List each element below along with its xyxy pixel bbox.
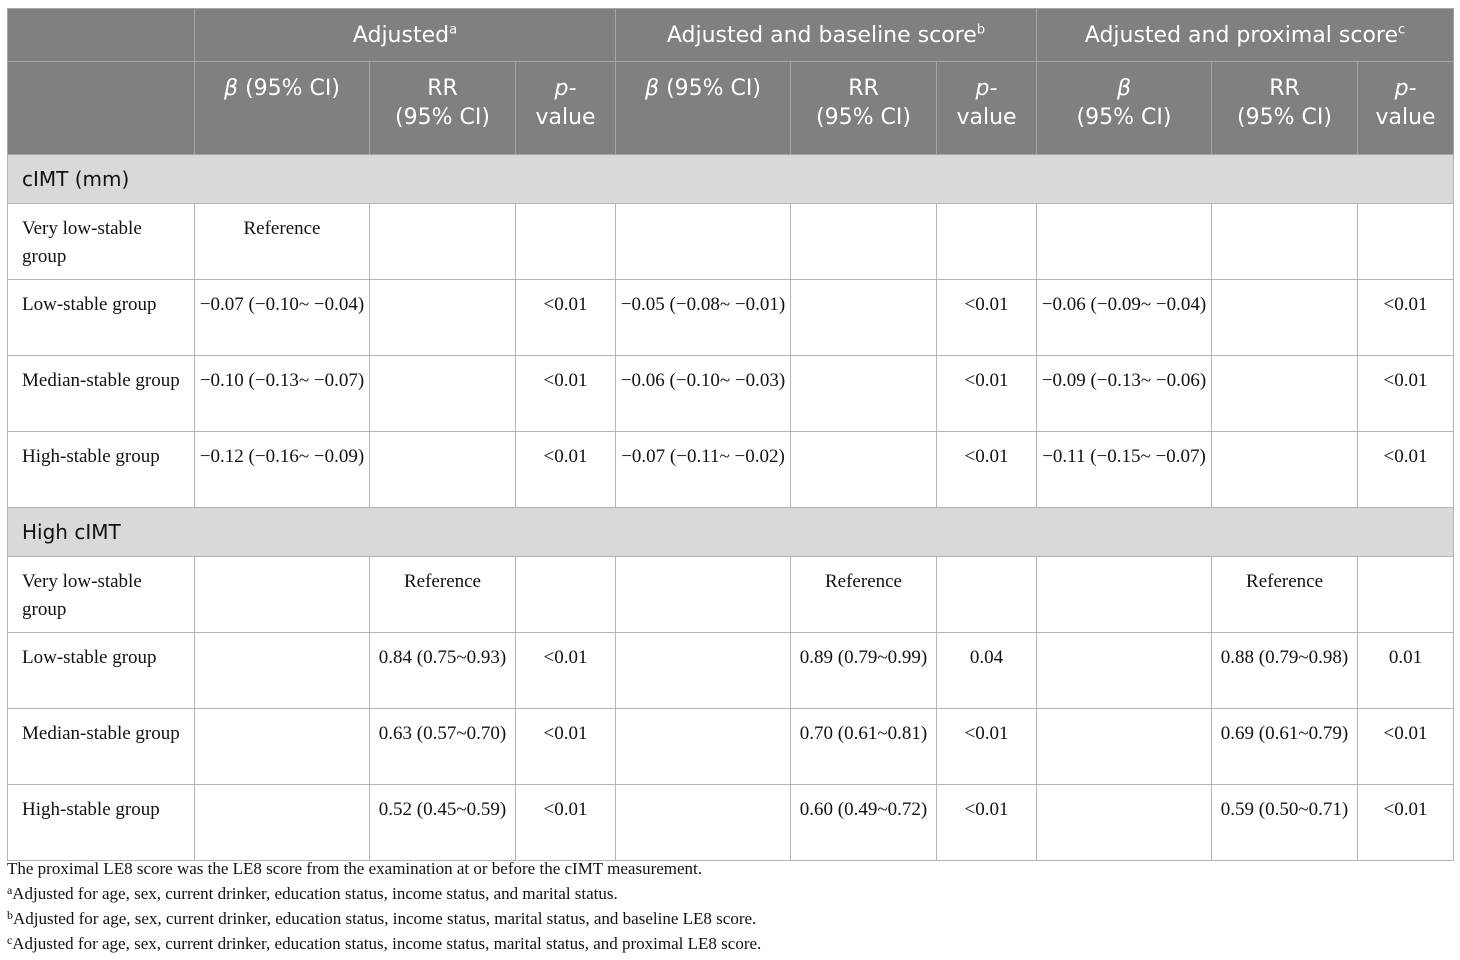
table-cell xyxy=(195,785,370,861)
section-row xyxy=(8,508,1454,557)
header-row-subheaders xyxy=(8,62,1454,155)
row-label: Median-stable group xyxy=(8,709,195,785)
row-label: Very low-stable group xyxy=(8,204,195,280)
corner-header-cell xyxy=(8,9,195,62)
table-row xyxy=(8,280,1454,356)
table-cell: Reference xyxy=(1212,557,1358,633)
table-cell: <0.01 xyxy=(937,356,1037,432)
table-cell: 0.69 (0.61~0.79) xyxy=(1212,709,1358,785)
table-cell: <0.01 xyxy=(516,432,616,508)
group-header-adjusted-baseline: Adjusted and baseline score$^b$ xyxy=(616,9,1037,62)
table-cell: Reference xyxy=(791,557,937,633)
subheader-beta: β (95% CI) xyxy=(616,62,791,155)
footnote-c: $^c$Adjusted for age, sex, current drinker, education status, income status, marital status, and proximal LE8 score. xyxy=(7,933,762,953)
row-label: Low-stable group xyxy=(8,633,195,709)
table-row xyxy=(8,709,1454,785)
table-cell: 0.84 (0.75~0.93) xyxy=(370,633,516,709)
table-cell xyxy=(370,432,516,508)
section-row xyxy=(8,155,1454,204)
table-cell: −0.06 (−0.09~ −0.04) xyxy=(1037,280,1212,356)
table-row xyxy=(8,785,1454,861)
table-row xyxy=(8,204,1454,280)
footnote-a: $^a$Adjusted for age, sex, current drinker, education status, income status, and marital status. xyxy=(7,883,618,903)
header-row-groups xyxy=(8,9,1454,62)
table-cell xyxy=(1358,204,1454,280)
table-cell xyxy=(1037,557,1212,633)
group-header-adjusted: Adjusted$^a$ xyxy=(195,9,616,62)
table-cell: Reference xyxy=(370,557,516,633)
table-cell xyxy=(195,633,370,709)
table-cell: −0.05 (−0.08~ −0.01) xyxy=(616,280,791,356)
table-cell: <0.01 xyxy=(1358,785,1454,861)
table-cell: <0.01 xyxy=(1358,280,1454,356)
table-cell xyxy=(516,204,616,280)
table-cell: <0.01 xyxy=(937,432,1037,508)
table-cell: 0.52 (0.45~0.59) xyxy=(370,785,516,861)
table-cell: <0.01 xyxy=(937,785,1037,861)
table-cell xyxy=(791,204,937,280)
table-cell: <0.01 xyxy=(937,709,1037,785)
row-label: High-stable group xyxy=(8,432,195,508)
table-cell xyxy=(1212,432,1358,508)
table-cell: <0.01 xyxy=(516,280,616,356)
table-cell xyxy=(516,557,616,633)
table-cell: 0.63 (0.57~0.70) xyxy=(370,709,516,785)
table-cell xyxy=(370,204,516,280)
group-header-adjusted-proximal: Adjusted and proximal score$^c$ xyxy=(1037,9,1454,62)
table-row xyxy=(8,557,1454,633)
subheader-rr: RR (95% CI) xyxy=(370,62,516,155)
table-cell xyxy=(791,280,937,356)
row-label: High-stable group xyxy=(8,785,195,861)
table-cell xyxy=(791,356,937,432)
subheader-p-value: p- value xyxy=(516,62,616,155)
table-cell xyxy=(1212,280,1358,356)
table-cell xyxy=(195,709,370,785)
footnotes xyxy=(7,856,1447,956)
table-cell: <0.01 xyxy=(937,280,1037,356)
table-cell: <0.01 xyxy=(516,785,616,861)
table-cell xyxy=(370,280,516,356)
table-cell: Reference xyxy=(195,204,370,280)
table-cell: 0.60 (0.49~0.72) xyxy=(791,785,937,861)
table-cell: 0.89 (0.79~0.99) xyxy=(791,633,937,709)
table-cell xyxy=(616,204,791,280)
table-cell xyxy=(1212,204,1358,280)
table-cell: <0.01 xyxy=(516,633,616,709)
table-body xyxy=(8,155,1454,861)
table-cell: −0.07 (−0.11~ −0.02) xyxy=(616,432,791,508)
table-cell xyxy=(1358,557,1454,633)
footnote-b: $^b$Adjusted for age, sex, current drinker, education status, income status, marital status, and baseline LE8 score. xyxy=(7,908,757,928)
table-cell xyxy=(937,557,1037,633)
table-cell xyxy=(616,785,791,861)
table-cell xyxy=(1037,709,1212,785)
table-cell xyxy=(1212,356,1358,432)
table-cell: 0.04 xyxy=(937,633,1037,709)
table-cell: −0.07 (−0.10~ −0.04) xyxy=(195,280,370,356)
subheader-p-value: p- value xyxy=(1358,62,1454,155)
subheader-p-value: p- value xyxy=(937,62,1037,155)
table-cell xyxy=(1037,633,1212,709)
table-cell xyxy=(616,633,791,709)
section-title: cIMT (mm) xyxy=(8,155,1454,204)
row-label: Very low-stable group xyxy=(8,557,195,633)
table-cell: −0.10 (−0.13~ −0.07) xyxy=(195,356,370,432)
table-cell xyxy=(616,709,791,785)
table-cell: 0.70 (0.61~0.81) xyxy=(791,709,937,785)
table-cell: 0.59 (0.50~0.71) xyxy=(1212,785,1358,861)
table-cell: <0.01 xyxy=(516,709,616,785)
table-row xyxy=(8,432,1454,508)
corner-header-cell-2 xyxy=(8,62,195,155)
table-cell xyxy=(1037,204,1212,280)
table-cell xyxy=(616,557,791,633)
results-table xyxy=(7,8,1454,861)
row-label: Low-stable group xyxy=(8,280,195,356)
footnote-main: The proximal LE8 score was the LE8 score from the examination at or before the cIMT measurement. xyxy=(7,859,703,878)
table-cell: 0.01 xyxy=(1358,633,1454,709)
table-cell: −0.09 (−0.13~ −0.06) xyxy=(1037,356,1212,432)
table-cell xyxy=(937,204,1037,280)
subheader-rr: RR (95% CI) xyxy=(791,62,937,155)
table-cell: −0.11 (−0.15~ −0.07) xyxy=(1037,432,1212,508)
table-row xyxy=(8,633,1454,709)
table-row xyxy=(8,356,1454,432)
subheader-rr: RR (95% CI) xyxy=(1212,62,1358,155)
table-cell: −0.12 (−0.16~ −0.09) xyxy=(195,432,370,508)
table-cell xyxy=(195,557,370,633)
table-cell: <0.01 xyxy=(1358,432,1454,508)
table-cell: −0.06 (−0.10~ −0.03) xyxy=(616,356,791,432)
subheader-beta: β (95% CI) xyxy=(1037,62,1212,155)
table-cell: 0.88 (0.79~0.98) xyxy=(1212,633,1358,709)
table-cell xyxy=(791,432,937,508)
table-cell xyxy=(370,356,516,432)
section-title: High cIMT xyxy=(8,508,1454,557)
table-cell xyxy=(1037,785,1212,861)
table-cell: <0.01 xyxy=(1358,709,1454,785)
table-cell: <0.01 xyxy=(516,356,616,432)
table-cell: <0.01 xyxy=(1358,356,1454,432)
subheader-beta: β (95% CI) xyxy=(195,62,370,155)
row-label: Median-stable group xyxy=(8,356,195,432)
